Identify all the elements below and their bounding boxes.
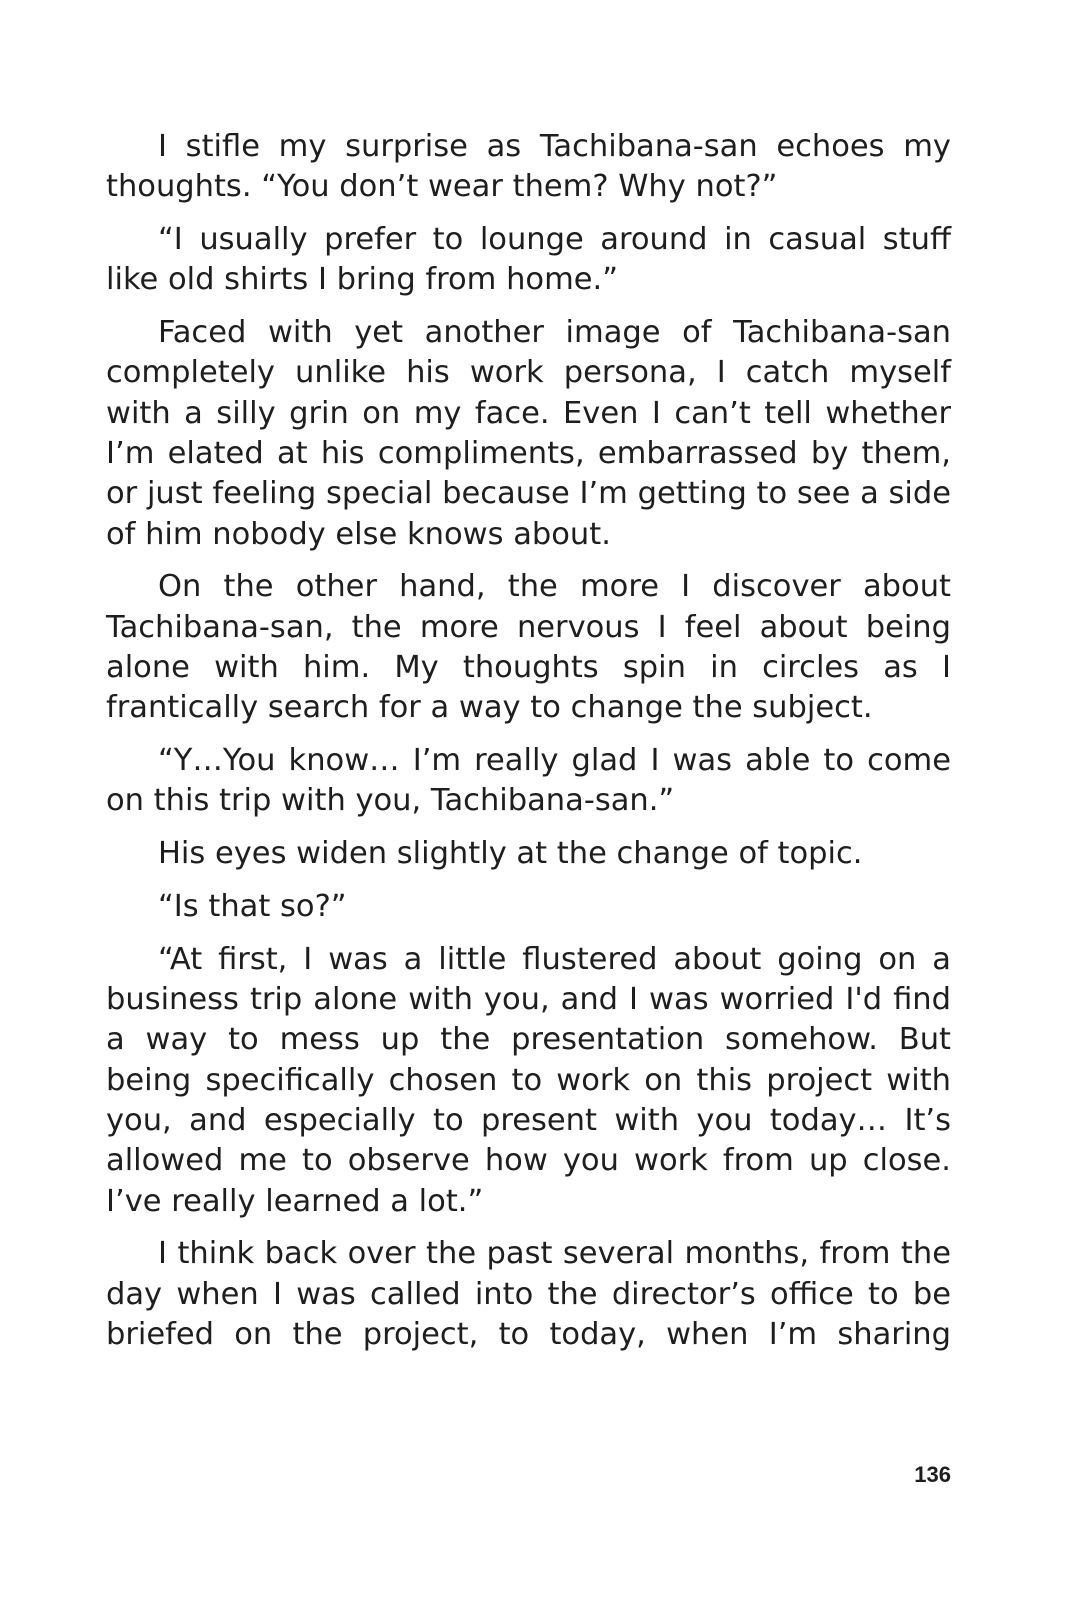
page-number: 136 <box>914 1462 951 1487</box>
paragraph-5: “Y…You know… I’m really glad I was able to come on this trip with you, Tachibana-san.” <box>106 743 951 819</box>
paragraph-2: “I usually prefer to lounge around in casual stuff like old shirts I bring from home.” <box>106 222 951 298</box>
page-body-text <box>106 127 951 1355</box>
paragraph-8: “At first, I was a little flustered about going on a business trip alone with you, and I was worried I'd find a way to mess up the presentation somehow. But being specifically chosen to work on this project with you, and especially to present with you today… It’s allowed me to observe how you work from up close. I’ve really learned a lot.” <box>106 941 951 1219</box>
paragraph-6: His eyes widen slightly at the change of topic. <box>158 836 863 872</box>
paragraph-1: I stifle my surprise as Tachibana-san echoes my thoughts. “You don’t wear them? Why not?” <box>106 129 951 205</box>
paragraph-9: I think back over the past several months, from the day when I was called into the director’s office to be briefed on the project, to today, when I’m sharing <box>106 1236 951 1353</box>
paragraph-7: “Is that so?” <box>158 889 347 925</box>
paragraph-4: On the other hand, the more I discover about Tachibana-san, the more nervous I feel about being alone with him. My thoughts spin in circles as I frantically search for a way to change the subject. <box>106 569 951 726</box>
paragraph-3: Faced with yet another image of Tachibana-san completely unlike his work persona, I catch myself with a silly grin on my face. Even I can’t tell whether I’m elated at his compliments, embarrassed by them, or just feeling special because I’m getting to see a side of him nobody else knows about. <box>106 315 951 552</box>
